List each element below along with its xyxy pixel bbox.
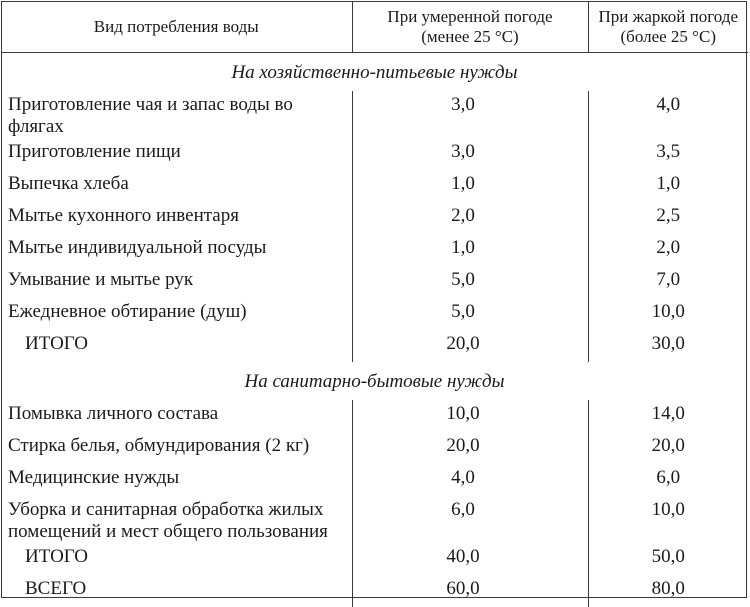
- row-name: Ежедневное обтирание (душ): [1, 298, 352, 330]
- row-moderate-value: 3,0: [352, 138, 588, 170]
- table-row: [1, 202, 748, 234]
- subtotal-row-sanitary: [1, 543, 748, 575]
- row-hot-value: 10,0: [651, 499, 685, 520]
- row-hot-value: 1,0: [656, 173, 681, 194]
- table-row: [1, 298, 748, 330]
- row-moderate-value: 2,0: [352, 202, 588, 234]
- row-hot-value: 10,0: [651, 301, 685, 322]
- row-name: Помывка личного состава: [1, 400, 352, 432]
- row-hot-value: 7,0: [656, 269, 681, 290]
- row-moderate-value: 6,0: [352, 496, 588, 543]
- row-moderate-value: 5,0: [352, 266, 588, 298]
- row-name: Приготовление пищи: [1, 138, 352, 170]
- header-consumption-type-label: Вид потребления воды: [93, 16, 259, 36]
- subtotal-moderate-value: 40,0: [352, 543, 588, 575]
- header-moderate-line2: (менее 25 °C): [421, 26, 519, 46]
- section-header-household: [1, 53, 748, 92]
- water-consumption-table: [1, 1, 748, 607]
- subtotal-row-household: [1, 330, 748, 362]
- row-name: Уборка и санитарная обработка жилых помещений и мест общего пользования: [1, 496, 352, 543]
- row-name: Медицинские нужды: [1, 464, 352, 496]
- row-hot-value: 6,0: [656, 467, 681, 488]
- header-hot-line2: (более 25 °C): [620, 26, 716, 46]
- row-hot-value: 3,5: [656, 141, 681, 162]
- grand-total-row: [1, 575, 748, 607]
- row-name: Приготовление чая и запас воды во флягах: [1, 91, 352, 138]
- row-name: Мытье индивидуальной посуды: [1, 234, 352, 266]
- row-name: Стирка белья, обмундирования (2 кг): [1, 432, 352, 464]
- header-moderate-weather: [352, 1, 588, 53]
- row-moderate-value: 1,0: [352, 234, 588, 266]
- row-hot-value: 4,0: [656, 94, 681, 115]
- table-row: [1, 464, 748, 496]
- table-row: [1, 170, 748, 202]
- row-moderate-value: 10,0: [352, 400, 588, 432]
- subtotal-label: ИТОГО: [1, 543, 352, 575]
- table-row: [1, 91, 748, 138]
- header-moderate-line1: При умеренной погоде: [387, 6, 553, 26]
- row-moderate-value: 3,0: [352, 91, 588, 138]
- row-name: Выпечка хлеба: [1, 170, 352, 202]
- table-row: [1, 234, 748, 266]
- row-moderate-value: 20,0: [352, 432, 588, 464]
- table-row: [1, 400, 748, 432]
- header-row: [1, 1, 748, 53]
- row-hot-value: 14,0: [651, 403, 685, 424]
- row-name: Мытье кухонного инвентаря: [1, 202, 352, 234]
- row-name: Умывание и мытье рук: [1, 266, 352, 298]
- section-title: На санитарно-бытовые нужды: [244, 371, 505, 392]
- grand-total-moderate-value: 60,0: [352, 575, 588, 607]
- table-row: [1, 138, 748, 170]
- row-hot-value: 20,0: [651, 435, 685, 456]
- subtotal-hot-value: 50,0: [651, 546, 685, 567]
- grand-total-hot-value: 80,0: [651, 578, 685, 599]
- table-row: [1, 266, 748, 298]
- row-hot-value: 2,0: [656, 237, 681, 258]
- section-header-sanitary: [1, 362, 748, 400]
- header-consumption-type: [1, 1, 352, 53]
- grand-total-label: ВСЕГО: [1, 575, 352, 607]
- row-moderate-value: 4,0: [352, 464, 588, 496]
- subtotal-hot-value: 30,0: [651, 333, 685, 354]
- section-title: На хозяйственно-питьевые нужды: [231, 62, 518, 83]
- table-row: [1, 432, 748, 464]
- header-hot-line1: При жаркой погоде: [598, 6, 738, 26]
- row-moderate-value: 5,0: [352, 298, 588, 330]
- subtotal-moderate-value: 20,0: [352, 330, 588, 362]
- header-hot-weather: [588, 1, 748, 53]
- subtotal-label: ИТОГО: [1, 330, 352, 362]
- row-moderate-value: 1,0: [352, 170, 588, 202]
- table-row: [1, 496, 748, 543]
- row-hot-value: 2,5: [656, 205, 681, 226]
